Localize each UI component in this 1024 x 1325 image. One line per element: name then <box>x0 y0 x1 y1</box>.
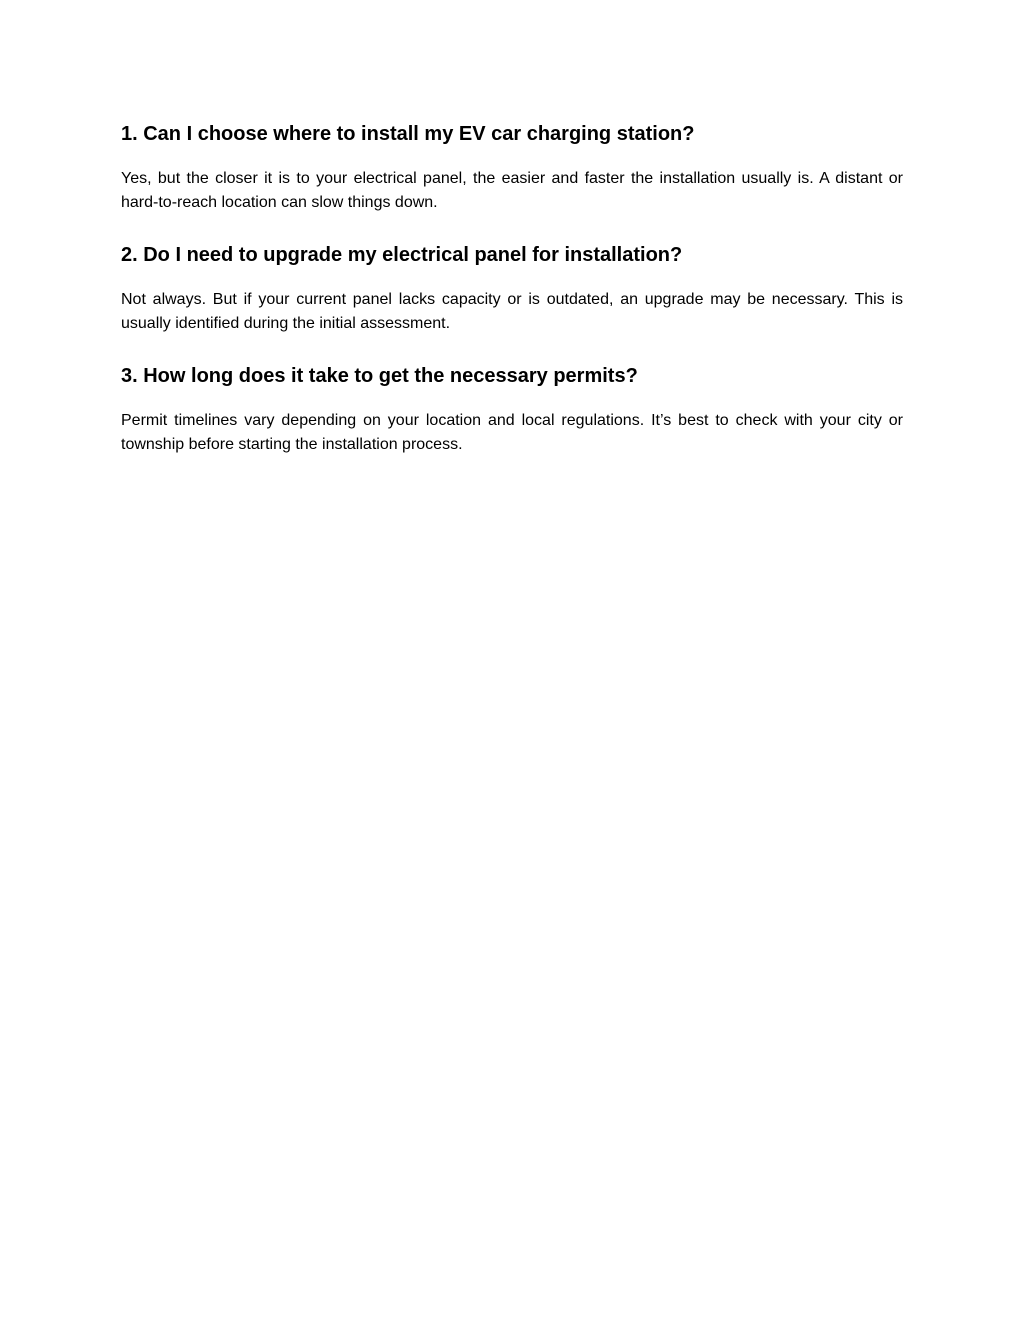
faq-answer: Yes, but the closer it is to your electrical panel, the easier and faster the installation usually is. A distant or hard-to-reach location can slow things down. <box>121 170 903 211</box>
faq-question: 2. Do I need to upgrade my electrical panel for installation? <box>121 244 683 266</box>
faq-answer: Not always. But if your current panel lacks capacity or is outdated, an upgrade may be necessary. This is usually identified during the initial assessment. <box>121 291 903 332</box>
faq-answer: Permit timelines vary depending on your location and local regulations. It’s best to check with your city or township before starting the installation process. <box>121 412 903 453</box>
faq-question: 3. How long does it take to get the necessary permits? <box>121 365 638 387</box>
faq-item <box>121 243 903 336</box>
faq-item <box>121 122 903 215</box>
faq-question: 1. Can I choose where to install my EV car charging station? <box>121 123 695 145</box>
faq-item <box>121 364 903 457</box>
